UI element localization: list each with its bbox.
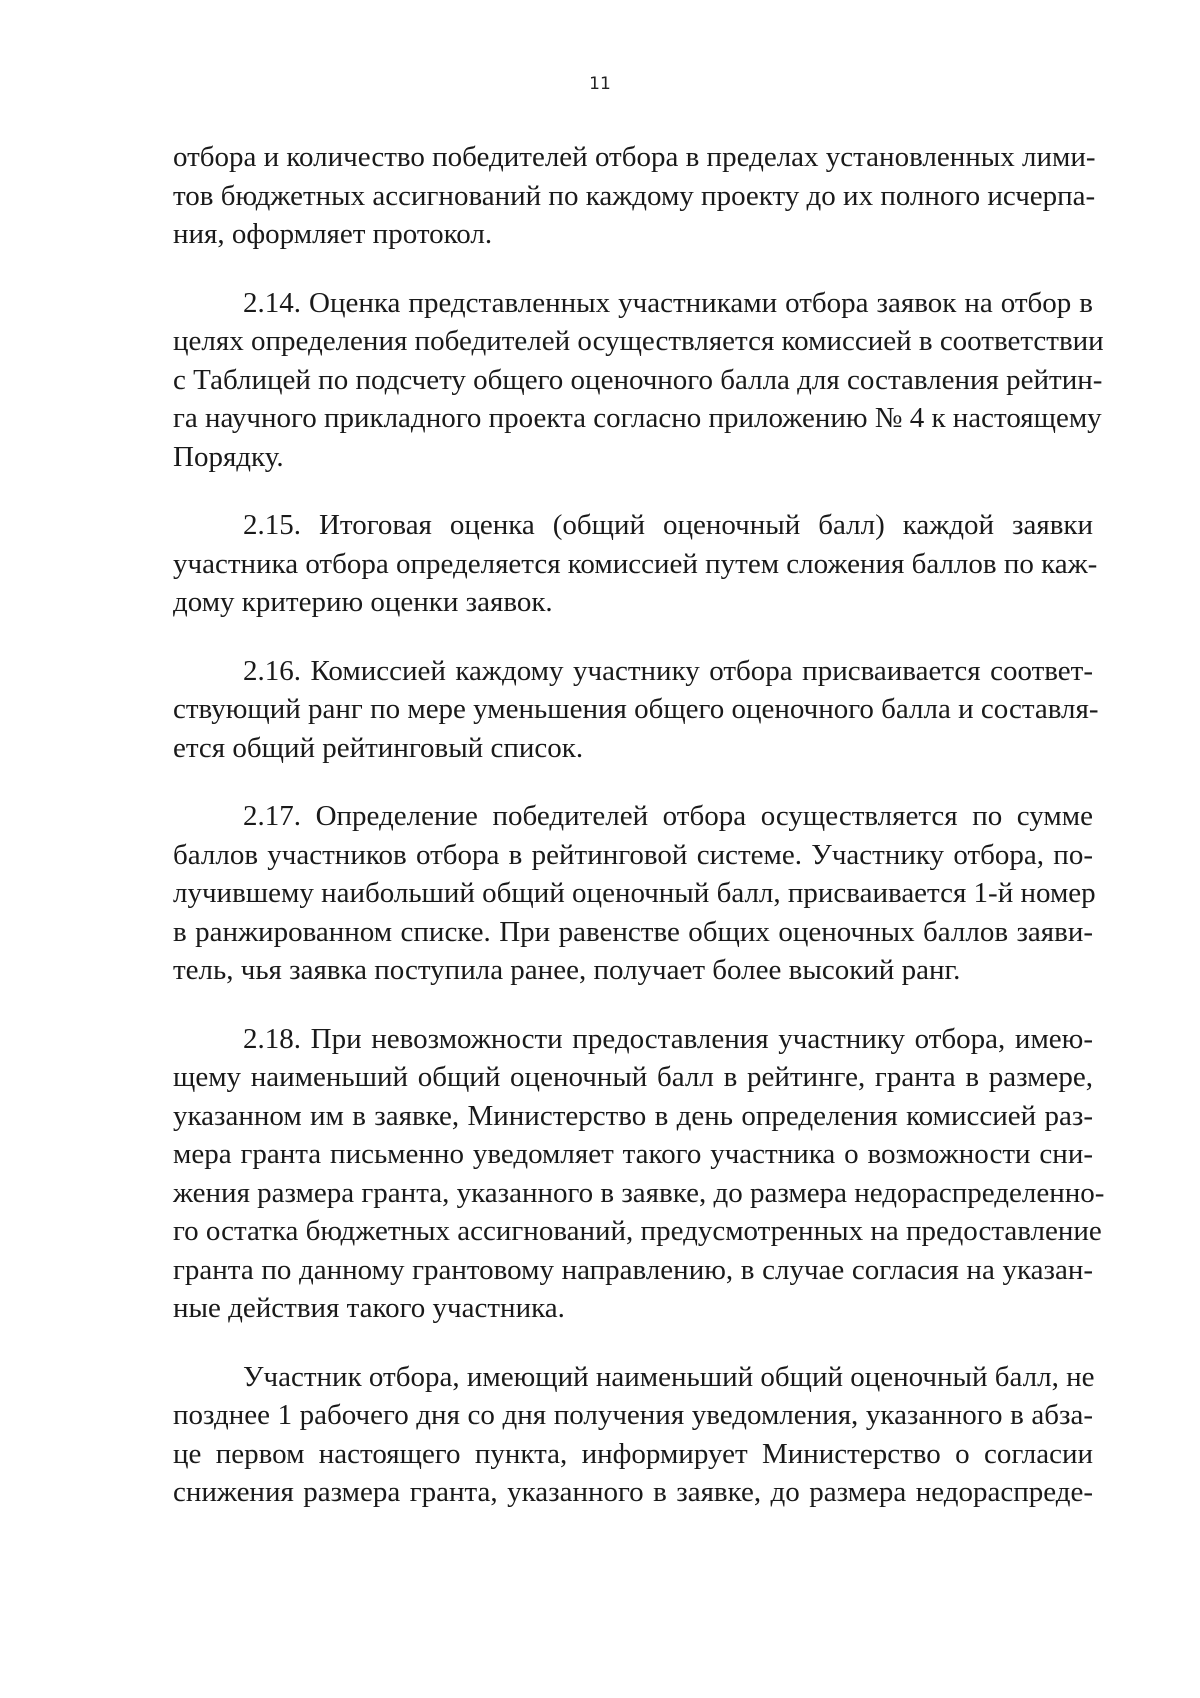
text-line: 2.16. Комиссией каждому участнику отбора присваивается соответ- [243, 654, 1093, 687]
paragraph [173, 1358, 1093, 1512]
text-line: га научного прикладного проекта согласно приложению № 4 к настоящему [173, 402, 1102, 434]
text-line: 2.14. Оценка представленных участниками отбора заявок на отбор в [243, 286, 1093, 319]
paragraph [173, 652, 1099, 768]
text-line: ется общий рейтинговый список. [173, 731, 584, 764]
text-line: щему наименьший общий оценочный балл в рейтинге, гранта в размере, [173, 1061, 1093, 1093]
text-line: гранта по данному грантовому направлению, в случае согласия на указан- [173, 1253, 1093, 1286]
text-line: с Таблицей по подсчету общего оценочного балла для составления рейтин- [173, 363, 1103, 396]
text-line: ные действия такого участника. [173, 1292, 565, 1324]
page-number: 11 [589, 74, 611, 94]
text-line: тель, чья заявка поступила ранее, получает более высокий ранг. [173, 954, 961, 986]
text-line: Участник отбора, имеющий наименьший общий оценочный балл, не [243, 1360, 1095, 1393]
paragraph [173, 797, 1096, 990]
text-line: дому критерию оценки заявок. [173, 586, 553, 618]
text-line: участника отбора определяется комиссией путем сложения баллов по каж- [173, 547, 1098, 580]
paragraph [173, 138, 1096, 254]
text-line: тов бюджетных ассигнований по каждому проекту до их полного исчерпа- [173, 179, 1096, 212]
text-line: баллов участников отбора в рейтинговой системе. Участнику отбора, по- [173, 838, 1093, 871]
text-line: целях определения победителей осуществляется комиссией в соответствии [173, 325, 1104, 357]
paragraph [173, 284, 1104, 477]
text-line: отбора и количество победителей отбора в пределах установленных лими- [173, 141, 1096, 173]
text-line: Порядку. [173, 440, 284, 473]
text-line: ствующий ранг по мере уменьшения общего оценочного балла и составля- [173, 693, 1099, 725]
paragraph [173, 506, 1098, 622]
text-line: 2.17. Определение победителей отбора осуществляется по сумме [243, 800, 1093, 832]
text-line: мера гранта письменно уведомляет такого участника о возможности сни- [173, 1138, 1093, 1170]
text-line: ния, оформляет протокол. [173, 218, 493, 250]
text-line: 2.15. Итоговая оценка (общий оценочный балл) каждой заявки [243, 509, 1093, 541]
document-body [173, 138, 1105, 1542]
text-line: лучившему наибольший общий оценочный балл, присваивается 1-й номер [173, 877, 1096, 909]
text-line: указанном им в заявке, Министерство в день определения комиссией раз- [173, 1099, 1093, 1132]
text-line: жения размера гранта, указанного в заявке, до размера недораспределенно- [173, 1176, 1105, 1209]
text-line: го остатка бюджетных ассигнований, предусмотренных на предоставление [173, 1215, 1102, 1247]
text-line: 2.18. При невозможности предоставления участнику отбора, имею- [243, 1022, 1093, 1055]
text-line: це первом настоящего пункта, информирует Министерство о согласии [173, 1437, 1093, 1470]
text-line: снижения размера гранта, указанного в заявке, до размера недораспреде- [173, 1476, 1093, 1508]
paragraph [173, 1020, 1105, 1328]
text-line: позднее 1 рабочего дня со дня получения уведомления, указанного в абза- [173, 1399, 1093, 1431]
text-line: в ранжированном списке. При равенстве общих оценочных баллов заяви- [173, 915, 1093, 948]
